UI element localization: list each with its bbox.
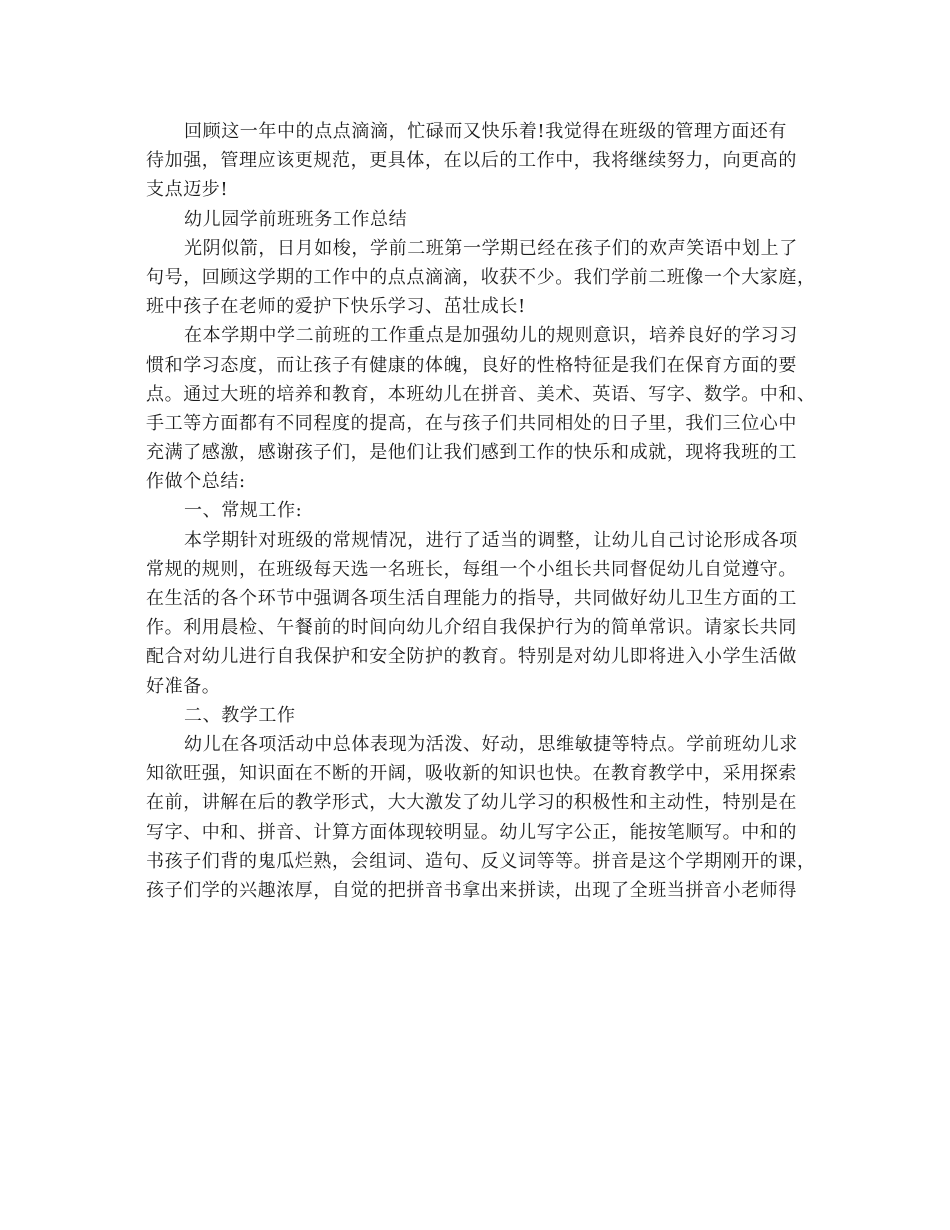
text-line: 本学期针对班级的常规情况，进行了适当的调整，让幼儿自己讨论形成各项 [184, 529, 798, 551]
text-line: 作做个总结: [146, 471, 246, 493]
text-line: 待加强，管理应该更规范，更具体，在以后的工作中，我将继续努力，向更高的 [146, 150, 797, 172]
text-line: 回顾这一年中的点点滴滴，忙碌而又快乐着!我觉得在班级的管理方面还有 [184, 121, 788, 142]
document-body [146, 117, 816, 905]
text-line: 惯和学习态度，而让孩子有健康的体魄，良好的性格特征是我们在保育方面的要 [146, 354, 797, 376]
text-line: 幼儿园学前班班务工作总结 [184, 208, 408, 230]
text-line: 班中孩子在老师的爱护下快乐学习、茁壮成长! [146, 296, 526, 318]
text-line: 好准备。 [146, 675, 221, 697]
text-line: 在生活的各个环节中强调各项生活自理能力的指导，共同做好幼儿卫生方面的工 [146, 588, 797, 609]
text-line: 一、常规工作: [184, 500, 303, 522]
text-line: 句号，回顾这学期的工作中的点点滴滴，收获不少。我们学前二班像一个大家庭， [146, 266, 816, 288]
text-line: 光阴似箭，日月如梭，学前二班第一学期已经在孩子们的欢声笑语中划上了 [184, 237, 798, 259]
text-line: 作。利用晨检、午餐前的时间向幼儿介绍自我保护行为的简单常识。请家长共同 [146, 617, 797, 639]
text-line: 点。通过大班的培养和教育，本班幼儿在拼音、美术、英语、写字、数学。中和、 [146, 383, 816, 405]
text-line: 在本学期中学二前班的工作重点是加强幼儿的规则意识，培养良好的学习习 [184, 325, 798, 347]
text-line: 书孩子们背的鬼瓜烂熟，会组词、造句、反义词等等。拼音是这个学期刚开的课， [146, 850, 816, 872]
text-line: 手工等方面都有不同程度的提高，在与孩子们共同相处的日子里，我们三位心中 [146, 412, 797, 434]
text-line: 充满了感激，感谢孩子们，是他们让我们感到工作的快乐和成就，现将我班的工 [146, 442, 797, 464]
text-line: 孩子们学的兴趣浓厚，自觉的把拼音书拿出来拼读，出现了全班当拼音小老师得 [146, 879, 797, 901]
text-line: 写字、中和、拼音、计算方面体现较明显。幼儿写字公正，能按笔顺写。中和的 [146, 821, 797, 843]
text-line: 在前，讲解在后的教学形式，大大激发了幼儿学习的积极性和主动性，特别是在 [146, 792, 797, 814]
text-line: 二、教学工作 [184, 704, 296, 726]
text-line: 配合对幼儿进行自我保护和安全防护的教育。特别是对幼儿即将进入小学生活做 [146, 646, 797, 668]
text-line: 知欲旺强，知识面在不断的开阔，吸收新的知识也快。在教育教学中，采用探索 [146, 763, 797, 785]
text-line: 幼儿在各项活动中总体表现为活泼、好动，思维敏捷等特点。学前班幼儿求 [184, 733, 798, 755]
text-line: 支点迈步! [146, 179, 229, 201]
text-line: 常规的规则，在班级每天选一名班长，每组一个小组长共同督促幼儿自觉遵守。 [146, 558, 797, 580]
